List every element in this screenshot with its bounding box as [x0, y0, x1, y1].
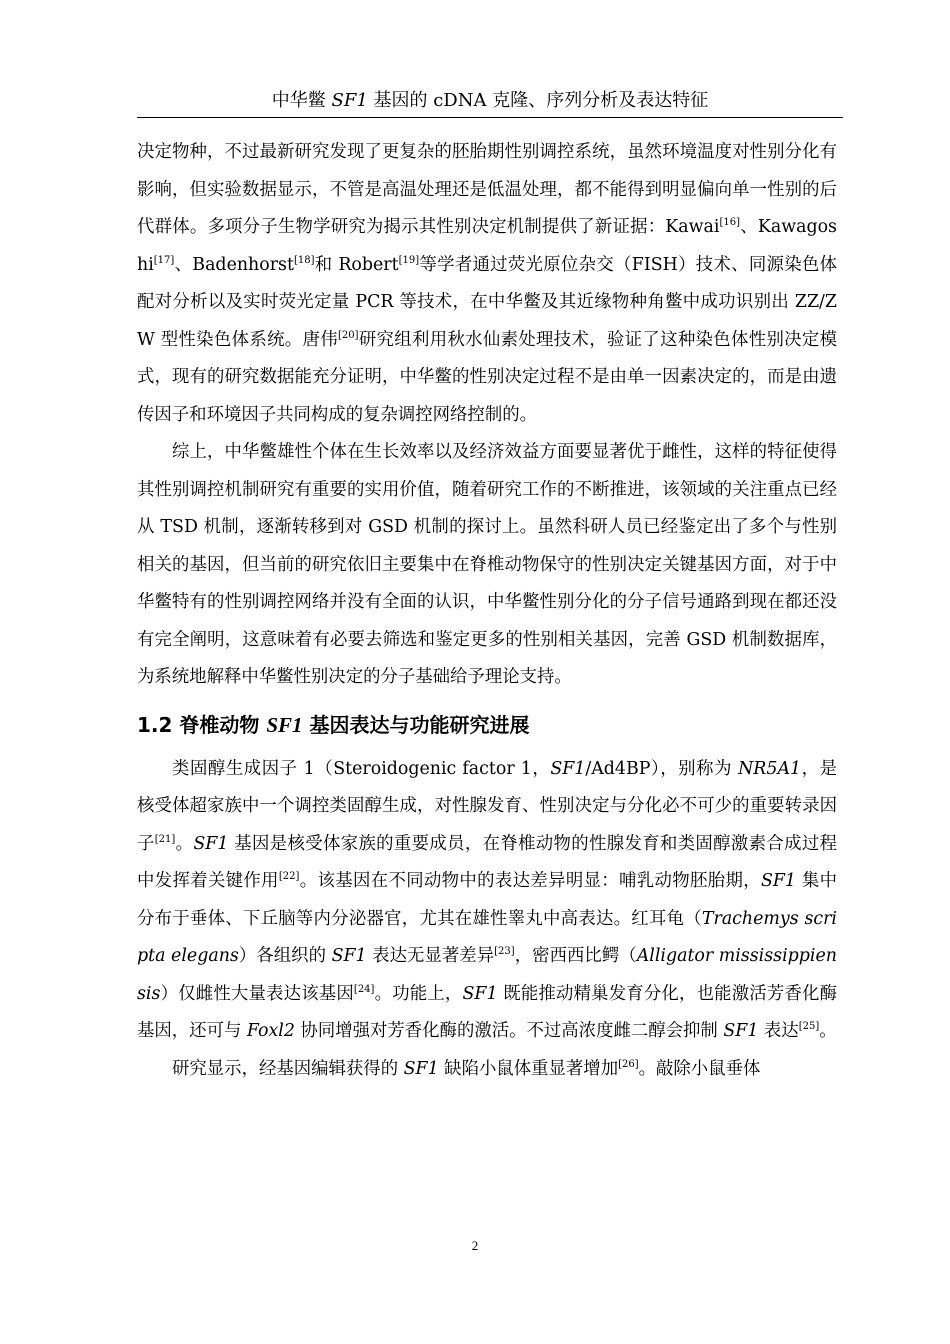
citation: [24]: [353, 983, 375, 995]
text-run: 表达无显著差异: [366, 946, 495, 966]
heading-gene-name: SF1: [266, 712, 303, 737]
running-header: [137, 88, 843, 114]
text-run: 。: [175, 833, 194, 854]
text-run: 决定物种，不过最新研究发现了更复杂的胚胎期性别调控系统，虽然环境温度对性别分化有影响，但实验数据显示，不管是高温处理还是低温处理，都不能得到明显偏向单一性别的后代群体。多项分子生物学研究为揭示其性别决定机制提供了新证据：Kawai: [137, 142, 837, 237]
citation: [21]: [154, 833, 176, 845]
section-heading: [137, 711, 837, 739]
gene-name: SF1: [550, 758, 586, 779]
citation: [22]: [278, 871, 300, 883]
gene-name: SF1: [193, 833, 229, 854]
gene-name: SF1: [723, 1021, 759, 1041]
text-run: 、Badenhorst: [174, 254, 294, 275]
text-run: 和 Robert: [314, 254, 399, 275]
heading-text: 基因表达与功能研究进展: [302, 712, 530, 737]
text-run: 表达: [758, 1021, 799, 1041]
text-run: 。该基因在不同动物中的表达差异明显：哺乳动物胚胎期，: [299, 871, 761, 891]
paragraph-2: 综上，中华鳖雄性个体在生长效率以及经济效益方面要显著优于雌性，这样的特征使得其性别调控机制研究有重要的实用价值，随着研究工作的不断推进，该领域的关注重点已经从 TSD 机制，逐渐转移到对 GSD 机制的探讨上。虽然科研人员已经鉴定出了多个与性别相关的基因，但当前的研究依旧主要集中在脊椎动物保守的性别决定关键基因方面，对于中华鳖特有的性别调控网络并没有全面的认识，中华鳖性别分化的分子信号通路到现在都还没有完全阐明，这意味着有必要去筛选和鉴定更多的性别相关基因，完善 GSD 机制数据库，为系统地解释中华鳖性别决定的分子基础给予理论支持。: [137, 442, 837, 687]
text-run: ）各组织的: [238, 946, 332, 966]
citation: [18]: [293, 254, 315, 266]
species-name: Trachemys scripta elegans: [137, 908, 837, 966]
heading-text: 1.2 脊椎动物: [137, 712, 267, 737]
species-name: Alligator mississippiensis: [137, 946, 837, 1004]
text-run: 。: [819, 1021, 837, 1041]
page-number: 2: [471, 1238, 479, 1253]
header-rule: [137, 117, 843, 118]
gene-name: NR5A1: [738, 758, 802, 779]
gene-name: SF1: [403, 1058, 439, 1079]
citation: [25]: [798, 1021, 820, 1033]
text-run: 。功能上，: [374, 983, 463, 1004]
text-run: 基因是核受体家族的重要成员，在脊椎动物的性腺发育和类固醇激素合成过程中发挥着关键作用: [137, 833, 837, 891]
text-run: 集中分布于垂体、下丘脑等内分泌器官，尤其在雄性睾丸中高表达。红耳龟（: [137, 871, 837, 929]
gene-name: SF1: [760, 871, 796, 891]
paragraph-3: [137, 751, 837, 1051]
citation: [23]: [494, 946, 515, 958]
text-run: ，是核受体超家族中一个调控类固醇生成，对性腺发育、性别决定与分化必不可少的重要转录因子: [137, 758, 837, 854]
citation: [26]: [618, 1058, 639, 1070]
text-run: 、Kawagoshi: [137, 217, 837, 275]
citation: [17]: [153, 254, 175, 266]
text-run: 协同增强对芳香化酶的激活。不过高浓度雌二醇会抑制: [294, 1021, 724, 1041]
gene-name: Foxl2: [246, 1021, 295, 1041]
gene-name: SF1: [462, 983, 498, 1004]
header-gene-name: SF1: [331, 90, 368, 111]
gene-name: SF1: [331, 946, 367, 966]
text-run: /Ad4BP），别称为: [585, 758, 739, 779]
text-run: 。敲除小鼠垂体: [638, 1058, 761, 1079]
text-run: 既能推动精巢发育分化，也能激活芳香化酶基因，还可与: [137, 983, 837, 1041]
text-run: 研究组利用秋水仙素处理技术，验证了这种染色体性别决定模式，现有的研究数据能充分证明，中华鳖的性别决定过程不是由单一因素决定的，而是由遗传因子和环境因子共同构成的复杂调控网络控制的。: [137, 329, 837, 425]
text-run: 研究显示，经基因编辑获得的: [172, 1058, 404, 1079]
text-run: 等学者通过荧光原位杂交（FISH）技术、同源染色体配对分析以及实时荧光定量 PCR 等技术，在中华鳖及其近缘物种角鳖中成功识别出 ZZ/ZW 型性染色体系统。唐伟: [137, 254, 837, 350]
text-run: 缺陷小鼠体重显著增加: [438, 1058, 619, 1079]
citation: [16]: [719, 217, 741, 229]
page-body: [137, 134, 837, 1088]
citation: [19]: [398, 254, 420, 266]
citation: [20]: [337, 329, 359, 341]
header-text: 基因的 cDNA 克隆、序列分析及表达特征: [367, 90, 709, 111]
text-run: ）仅雌性大量表达该基因: [160, 983, 354, 1004]
paragraph-4: [137, 1051, 837, 1089]
paragraph-1: [137, 134, 837, 434]
text-run: ，密西西比鳄（: [514, 946, 637, 966]
header-text: 中华鳖: [271, 90, 332, 111]
text-run: 类固醇生成因子 1（Steroidogenic factor 1，: [172, 758, 551, 779]
